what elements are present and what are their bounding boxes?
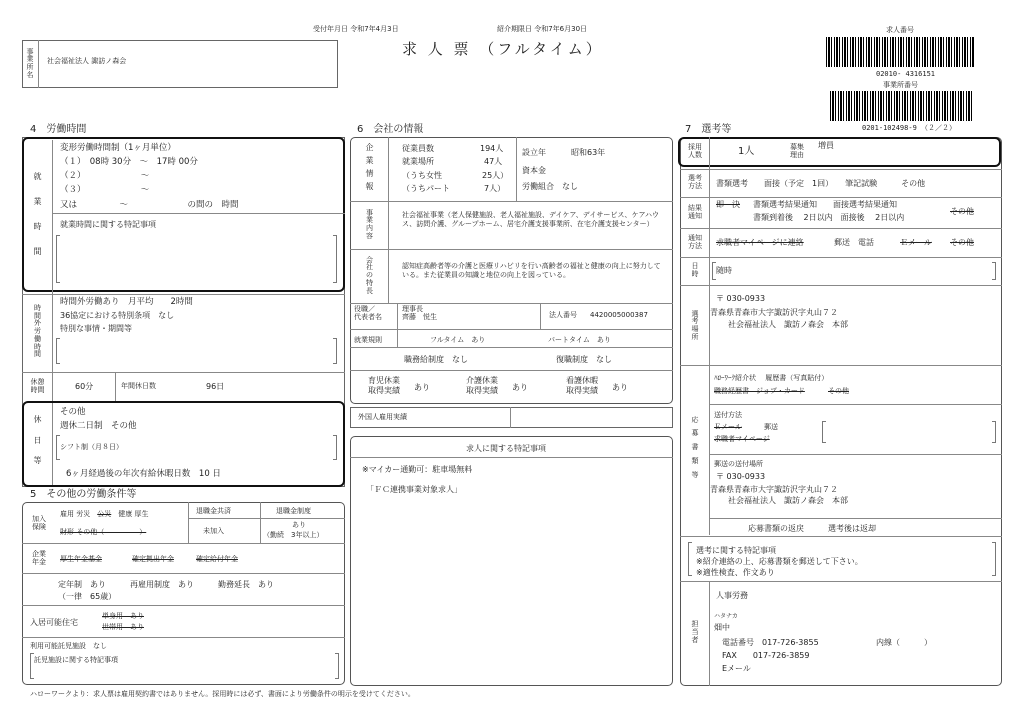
- hours-special-notes-label: 就業時間に関する特記事項: [60, 220, 156, 229]
- place-address: 青森県青森市大字諏訪沢字丸山７２: [710, 308, 838, 317]
- phone-number: 電話番号 017-726-3855: [722, 638, 819, 647]
- workplace-label: 就業場所: [402, 157, 434, 166]
- section-7-title: 7 選考等: [685, 124, 732, 135]
- mailing-address: 青森県青森市大字諏訪沢字丸山７２: [710, 485, 838, 494]
- shift-3: （３） ～: [60, 185, 150, 195]
- insurance-label: 加入 保険: [32, 515, 46, 531]
- housing-label: 入居可能住宅: [30, 618, 78, 627]
- result-immediate: 即 決: [716, 200, 740, 209]
- extension: 内線（ ）: [876, 638, 932, 647]
- childcare: 利用可能託児施設 なし: [30, 642, 107, 650]
- recruitment-reason: 増員: [818, 141, 834, 150]
- hire-count-label: 採用 人数: [688, 143, 702, 159]
- application-docs-label: 応 募 書 類 等: [691, 415, 699, 479]
- part-time-employees: 7人）: [484, 184, 506, 193]
- send-method-label: 送付方法: [714, 411, 742, 419]
- establishment-barcode: [830, 91, 972, 121]
- received-date: 受付年月日 令和7年4月3日: [313, 25, 399, 33]
- foreign-employment-label: 外国人雇用実績: [358, 413, 407, 421]
- nursing-leave-label: 看護休暇 取得実績: [566, 376, 598, 395]
- founded-label: 設立年: [522, 148, 546, 157]
- place-organization: 社会福祉法人 諏訪ノ森会 本部: [728, 320, 848, 329]
- company-side-label: 企 業 情 報: [365, 143, 374, 191]
- establishment-label: 事 業 所 名: [26, 47, 34, 79]
- establishment-number-label: 事業所番号: [883, 81, 918, 89]
- hiring-highlight: [678, 137, 1001, 167]
- mailing-destination-label: 郵送の送付場所: [714, 460, 763, 468]
- selection-method: 書類選考 面接（予定 1回） 筆記試験 その他: [716, 179, 926, 188]
- business-side-label: 事 業 内 容: [366, 208, 373, 240]
- email-label: Eメール: [722, 664, 751, 673]
- employees: 194人: [480, 144, 504, 153]
- housing-family: 世帯用 あり: [102, 623, 144, 631]
- pension-2: 確定拠出年金: [132, 555, 174, 563]
- care-leave-label: 介護休業 取得実績: [466, 376, 498, 395]
- alt-hours: 又は ～ の間の 時間: [60, 200, 239, 210]
- selection-note-2: ※適性検査、作文あり: [696, 568, 775, 577]
- retirement-mutual-aid-label: 退職金共済: [196, 507, 231, 515]
- selection-notes-label: 選考に関する特記事項: [696, 546, 776, 555]
- result-other: その他: [950, 207, 974, 216]
- mailing-postal-code: 〒 030-0933: [716, 472, 766, 481]
- send-mypage: 求職者マイページ: [714, 435, 770, 443]
- holidays-type: その他: [60, 407, 86, 417]
- work-rules-parttime: パートタイム あり: [548, 336, 611, 344]
- retirement-system-label: 退職金制度: [276, 507, 311, 515]
- representative-label: 役職／ 代表者名: [354, 305, 382, 322]
- place-postal-code: 〒 030-0933: [716, 294, 766, 303]
- retirement-age: 定年制 あり 再雇用制度 あり 勤務延長 あり: [58, 580, 274, 589]
- retirement-system: あり: [292, 521, 306, 529]
- representative: 理事長 齊藤 悦生: [402, 305, 437, 322]
- holidays-side-label: 休 日 等: [33, 414, 42, 466]
- send-email: Ｅメール: [714, 423, 742, 431]
- nursing-leave: あり: [612, 383, 628, 392]
- female-employees: 25人）: [482, 171, 509, 180]
- selection-note-1: ※紹介連絡の上、応募書類を郵送して下さい。: [696, 557, 863, 566]
- overtime-side-label: 時 間 外 労 働 時 間: [34, 304, 41, 359]
- position-pay-system: 職務給制度 なし: [404, 355, 468, 364]
- send-mail: 郵送: [764, 423, 778, 431]
- footer-note: ハローワークより：求人票は雇用契約書ではありません。採用時には必ず、書面により労働条件の明示を受けてください。: [30, 690, 415, 698]
- overtime-average: 時間外労働あり 月平均 2時間: [60, 297, 193, 307]
- workplace-employees: 47人: [484, 157, 503, 166]
- weekly-holidays: 週休二日制 その他: [60, 421, 137, 431]
- female-label: （うち女性: [402, 171, 442, 180]
- childcare-leave-label: 育児休業 取得実績: [368, 376, 400, 395]
- job-barcode: [826, 37, 974, 67]
- care-leave: あり: [512, 383, 528, 392]
- corporate-number-label: 法人番号: [549, 311, 577, 319]
- break-time: 60分: [75, 382, 94, 391]
- result-notice-label: 結果 通知: [688, 204, 702, 220]
- establishment-number: 0201-102498-9 （２／２）: [862, 124, 957, 132]
- contact-name-kana: ハタナカ: [714, 613, 738, 620]
- employees-label: 従業員数: [402, 144, 434, 153]
- fax-number: FAX 017-726-3859: [722, 651, 810, 660]
- shift-2: （２） ～: [60, 171, 150, 181]
- annual-holidays: 96日: [206, 382, 225, 391]
- establishment-name: 社会福祉法人 諏訪ノ森会: [47, 57, 127, 65]
- job-note-1: ※マイカー通勤可：駐車場無料: [362, 465, 473, 474]
- retirement-age-detail: （一律 65歳）: [58, 592, 117, 601]
- paid-leave-days: 6ヶ月経過後の年次有給休暇日数 10 日: [66, 469, 221, 479]
- date-label: 日 時: [691, 262, 699, 278]
- pension-3: 確定給付年金: [196, 555, 238, 563]
- notice-email: Ｅメール: [900, 238, 932, 247]
- childcare-leave: あり: [414, 383, 430, 392]
- shift-system: シフト制（月８日）: [60, 443, 123, 451]
- special-clause: 36協定における特別条項 なし: [60, 311, 175, 320]
- retirement-mutual-aid: 未加入: [203, 527, 224, 535]
- document-return: 応募書類の返戻 選考後は返却: [748, 524, 876, 533]
- special-circumstances-label: 特別な事情・期間等: [60, 324, 132, 333]
- mailing-organization: 社会福祉法人 諏訪ノ森会 本部: [728, 496, 848, 505]
- notice-method: 郵送 電話: [834, 238, 874, 247]
- referral-deadline: 紹介期限日 令和7年6月30日: [497, 25, 588, 33]
- annual-holidays-label: 年間休日数: [121, 382, 156, 390]
- notice-method-label: 通知 方法: [688, 234, 702, 250]
- work-hours-side-label: 就 業 時 間: [33, 172, 42, 256]
- break-time-label: 休憩 時間: [30, 378, 45, 394]
- capital-label: 資本金: [522, 166, 546, 175]
- housing-single: 単身用 あり: [102, 612, 144, 620]
- application-docs-optional: 職務経歴書 ジョブ・カード: [714, 387, 805, 395]
- pension-1: 厚生年金基金: [60, 555, 102, 563]
- business-description: 社会福祉事業（老人保健施設、老人福祉施設、デイケア、デイサービス、ケアハウス、訪問介護、グループホーム、居宅介護支援事業所、在宅介護支援センター）: [402, 211, 659, 228]
- labor-union: 労働組合 なし: [522, 182, 578, 191]
- section-4-title: 4 労働時間: [30, 124, 87, 135]
- work-rules-fulltime: フルタイム あり: [430, 336, 486, 344]
- retirement-condition: （勤続 3年以上）: [263, 531, 324, 539]
- section-5-title: 5 その他の労働条件等: [30, 489, 137, 500]
- job-number: 02010- 4316151: [876, 70, 936, 78]
- pension-label: 企業 年金: [32, 550, 46, 566]
- insurance-1: 雇用 労災 公災 健康 厚生: [60, 510, 149, 518]
- corporate-number: 4420005000387: [590, 311, 648, 319]
- application-docs-other: その他: [828, 387, 849, 395]
- selection-place-label: 選 考 場 所: [691, 309, 699, 341]
- job-notes-title: 求人に関する特記事項: [466, 444, 546, 453]
- contact-name: 畑中: [714, 623, 730, 632]
- contact-person-label: 担 当 者: [691, 620, 699, 644]
- childcare-notes-label: 託児施設に関する特記事項: [34, 656, 118, 664]
- application-docs: ﾊﾛｰﾜｰｸ紹介状 履歴書（写真貼付）: [714, 374, 829, 382]
- part-time-label: （うちパート: [402, 184, 450, 193]
- features-side-label: 会 社 の 特 長: [366, 255, 373, 295]
- founded: 昭和63年: [571, 148, 606, 157]
- selection-method-label: 選考 方法: [688, 174, 702, 190]
- result-notice: 書類選考結果通知 面接選考結果通知: [753, 200, 897, 209]
- selection-date: 随時: [716, 266, 732, 275]
- work-rules-label: 就業規則: [354, 336, 382, 344]
- insurance-2: 財形 その他（ ）: [60, 528, 147, 536]
- section-6-title: 6 会社の情報: [357, 124, 424, 135]
- reinstatement-system: 復職制度 なし: [556, 355, 612, 364]
- notice-other: その他: [950, 238, 974, 247]
- shift-1: （１） 08時 30分 ～ 17時 00分: [60, 157, 198, 167]
- result-timing: 書類到着後 2日以内 面接後 2日以内: [753, 213, 905, 222]
- company-features: 認知症高齢者等の介護と医療リハビリを行い高齢者の福祉と健康の向上に努力している。また従業員の知識と地位の向上を図っている。: [402, 262, 661, 279]
- job-number-label: 求人番号: [886, 26, 914, 34]
- hire-count: 1人: [738, 146, 755, 157]
- page-title: 求 人 票 （フルタイム）: [402, 40, 604, 58]
- recruitment-reason-label: 募集 理由: [790, 143, 804, 160]
- notice-mypage: 求職者マイページに連絡: [716, 238, 804, 247]
- job-note-2: 「ＦＣ連携事業対象求人」: [366, 485, 462, 494]
- department: 人事労務: [716, 591, 748, 600]
- variable-hours-system: 変形労働時間制（1ヶ月単位）: [60, 143, 176, 153]
